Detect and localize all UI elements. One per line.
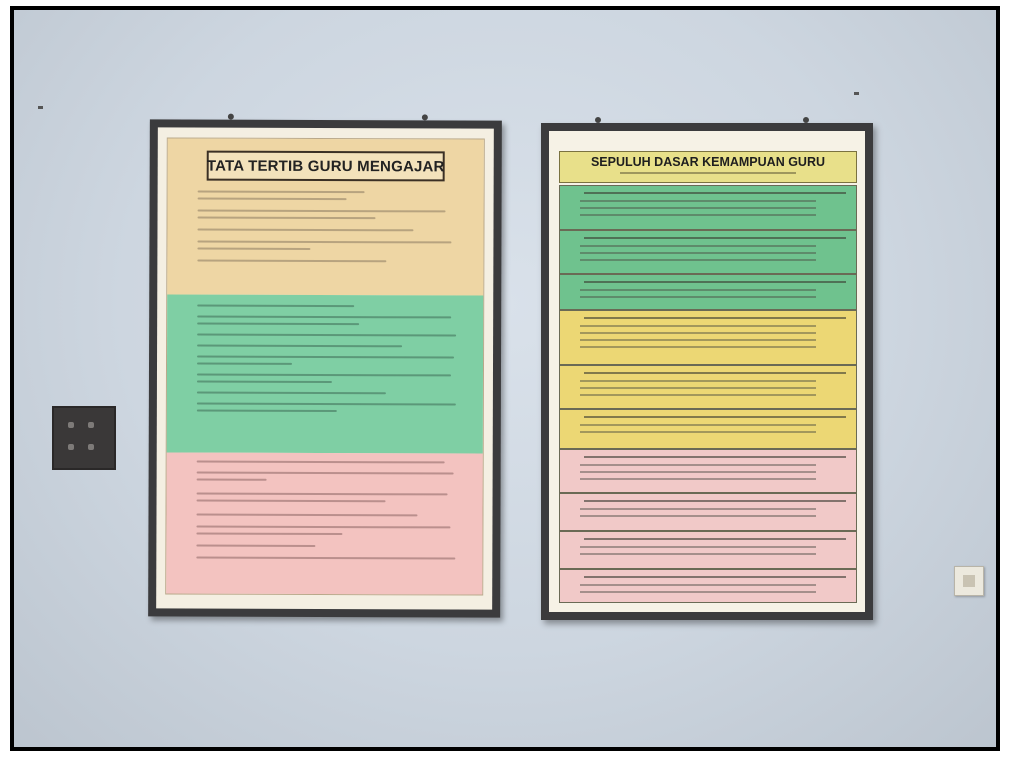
socket-hole <box>88 444 94 450</box>
photo <box>10 6 1000 751</box>
right-poster-title: SEPULUH DASAR KEMAMPUAN GURU <box>590 155 826 169</box>
left-poster-rules-3 <box>196 461 466 565</box>
right-poster-item-7 <box>559 449 857 493</box>
left-poster-section-pink <box>166 452 482 594</box>
right-poster-item-2 <box>559 230 857 274</box>
left-poster <box>156 127 494 609</box>
light-switch <box>954 566 984 596</box>
left-poster-panel <box>165 137 485 595</box>
right-poster-frame <box>541 123 873 620</box>
left-poster-section-green <box>167 294 484 453</box>
right-poster-item-1 <box>559 185 857 230</box>
wall-nail <box>38 106 43 109</box>
right-poster-item-3 <box>559 274 857 310</box>
frame-hook <box>595 117 601 123</box>
right-poster-item-4 <box>559 310 857 365</box>
frame-hook <box>803 117 809 123</box>
right-poster-item-8 <box>559 493 857 531</box>
frame-hook <box>228 114 234 120</box>
right-poster-title-box <box>559 151 857 183</box>
left-poster-rules-2 <box>197 305 467 418</box>
wall-nail <box>854 92 859 95</box>
socket-hole <box>68 444 74 450</box>
left-poster-section-tan <box>167 138 484 295</box>
socket-hole <box>68 422 74 428</box>
right-poster-item-10 <box>559 569 857 603</box>
switch-toggle <box>963 575 975 587</box>
left-poster-frame <box>148 119 502 617</box>
left-poster-rules-1 <box>197 191 467 268</box>
left-poster-title: TATA TERTIB GURU MENGAJAR <box>207 151 445 182</box>
right-poster <box>549 131 865 612</box>
right-poster-item-9 <box>559 531 857 569</box>
right-poster-item-5 <box>559 365 857 409</box>
right-poster-item-6 <box>559 409 857 449</box>
socket-hole <box>88 422 94 428</box>
right-poster-subtitle-line <box>620 172 796 174</box>
wall-electrical-box <box>52 406 116 470</box>
frame-hook <box>422 114 428 120</box>
